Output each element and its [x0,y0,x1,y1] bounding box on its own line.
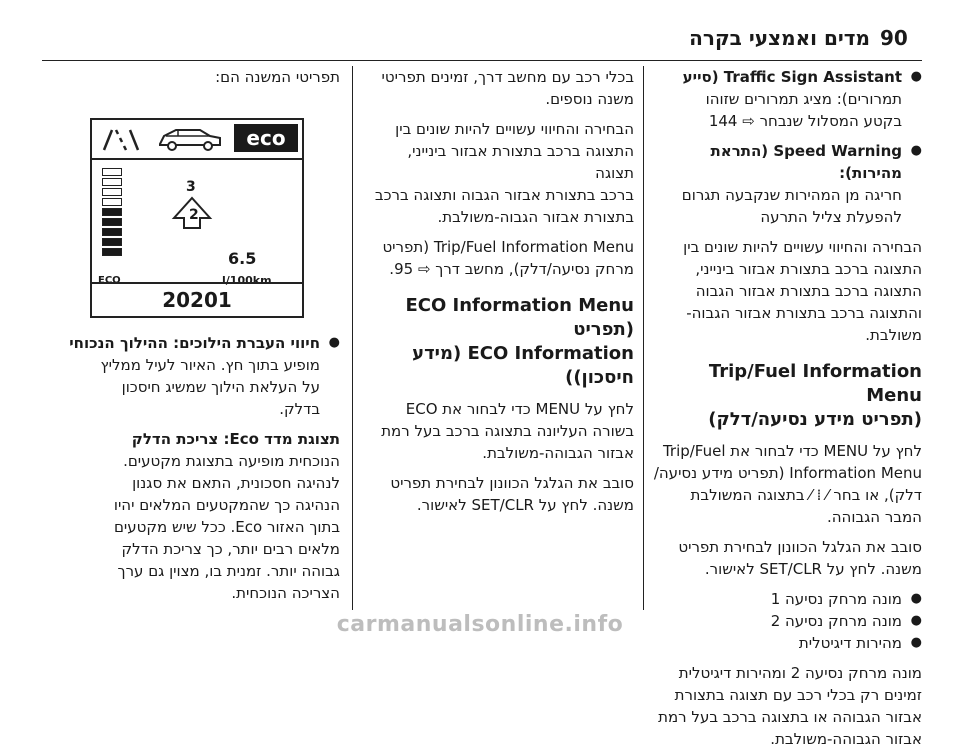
text-line: לנהיגה חסכונית, התאם את סגנון [132,474,340,492]
section-heading-trip-fuel: Trip/Fuel Information Menu [708,361,922,406]
text-line: ● חיווי העברת הילוכים: ההילוך הנכוחי [69,334,320,352]
text-line: תפריטי המשנה הם: [215,68,340,86]
text-line: מונה מרחק נסיעה 2 ומהירות דיגיטלית [678,664,922,682]
text-line: מלאים רבים יותר, כך צריכת הדלק [121,540,340,558]
gauge-segment [102,168,122,176]
odometer: 20201 [92,282,302,316]
text-line: בשורה העליונה בתצוגה ברכב בעל רמת [381,422,634,440]
text-line: הנהיגה כך שהמקטעים המלאים יהיו [113,496,340,514]
gauge-segment [102,198,122,206]
target-gear: 3 [186,179,196,195]
text-line: והתצוגה ברכב בתצורת אבזור הגבוה- [686,304,922,322]
gauge-segment-filled [102,208,122,216]
running-title: מדים ואמצעי בקרה [689,26,870,50]
current-gear: 2 [189,207,199,223]
text-line: בתצורת אבזור הגבוה-משולבת. [437,208,634,226]
text-line: התצוגה ברכב בתצורת אבזור בינייני, [695,260,922,278]
text-line: זמינים רק בכלי רכב עם תצוגה בתצורת [674,686,922,704]
eco-gauge-label: ECO [98,275,121,286]
column-right [650,66,922,750]
text-line: התצוגה ברכב בתצורת אבזור בינייני, תצוגה [407,142,634,182]
section-heading-trip-fuel-sub: (תפריט מידע נסיעה/דלק) [708,409,922,430]
page-header [0,0,960,58]
text-line: Information Menu (תפריט מידע נסיעה/ [653,464,922,482]
text-line: בקטע המסלול שנבחר ⇨ 144 [708,112,902,130]
text-line: משולבת. [865,326,922,344]
gauge-segment-filled [102,218,122,226]
text-line: בכלי רכב עם מחשב דרך, זמינים תפריטי [381,68,634,86]
text-line: ברכב בתצורת אבזור הגבוה ותצוגה ברכב [374,186,634,204]
text-line: בתוך האזור Eco. ככל שיש מקטעים [113,518,340,536]
bullet-gear-shift-indicator [42,332,340,420]
column-middle [372,66,634,516]
section-heading-eco-sub: ECO Information (מידע חיסכון)) [412,343,634,388]
text-line: גבוהה יותר. זמנית בו, מצוין גם ערך [117,562,340,580]
text-line: אבזור הגבוהה-משולבת. [482,444,634,462]
gauge-segment-filled [102,228,122,236]
text-line: המבר הגבוהה. [826,508,922,526]
display-top-row [92,120,302,160]
watermark: carmanualsonline.info [336,612,624,637]
header-rule [42,60,922,61]
text-line: אבזור הגבוהה או בתצוגה ברכב בעל רמת [658,708,922,726]
text-line: תמרורים): מציג תמרורים שזוהו [705,90,902,108]
eco-display-illustration [90,118,304,318]
bullet-traffic-sign [650,66,922,132]
column-left [42,66,340,604]
car-icon [156,126,224,152]
text-line: הנוכחית מופיעה בתצוגת מקטעים. [123,452,340,470]
text-line: לחץ על MENU כדי לבחור את Trip/Fuel [662,442,922,460]
fuel-consumption-unit: l/100km [222,274,272,287]
term-speed-warning: ● Speed Warning (התראת מהירות): [710,142,902,182]
page-number: 90 [880,26,908,50]
column-divider [352,66,353,610]
gauge-segment-filled [102,248,122,256]
text-line: להפעלת צליל התרעה [760,208,902,226]
eco-badge: eco [234,124,298,152]
text-line: לחץ על MENU כדי לבחור את ECO [405,400,634,418]
text-line: דלק), או בחר ⁄ ⁞ ⁄ בתצוגה המשולבת [690,486,922,504]
eco-gauge-bars [100,168,122,258]
text-line: משנה נוספים. [545,90,634,108]
bullet-speed-warning [650,140,922,228]
text-line: חריגה מן המהירות שנקבעה תגרום [681,186,902,204]
text-line: התצוגה ברכב בתצורת אבזור הגבוה [695,282,922,300]
text-line: על העלאת הילוך שמשיג חיסכון [121,378,320,396]
text-line: מופיע בתוך חץ. האיור לעיל ממליץ [100,356,320,374]
text-line: תצוגת מדד Eco: צריכת הדלק [131,430,340,448]
text-line: משנה. לחץ על SET/CLR לאישור. [416,496,634,514]
term-traffic-sign: ● Traffic Sign Assistant (סייע [682,68,902,86]
text-line: הצריכה הנוכחית. [231,584,340,602]
fuel-consumption-value: 6.5 [228,249,257,268]
text-line: הבחירה והחיווי עשויים להיות שונים בין [395,120,634,138]
section-heading-eco: ECO Information Menu (תפריט [405,295,634,340]
gauge-segment [102,178,122,186]
text-line: Trip/Fuel Information Menu (תפריט [382,238,634,256]
gauge-segment-filled [102,238,122,246]
list-item: ● מונה מרחק נסיעה 1 [650,588,922,610]
gauge-segment [102,188,122,196]
text-line: משנה. לחץ על SET/CLR לאישור. [704,560,922,578]
lane-assist-icon [100,128,144,152]
text-line: סובב את הגלגל הכוונון לבחירת תפריט [678,538,922,556]
list-item: ● מהירות דיגיטלית [650,632,922,654]
text-line: מרחק נסיעה/דלק), מחשב דרך ⇨ 95. [389,260,634,278]
text-line: סובב את הגלגל הכוונון לבחירת תפריט [390,474,634,492]
text-line: אבזור הגבוהה-משולבת. [770,730,922,748]
list-item: ● מונה מרחק נסיעה 2 [650,610,922,632]
text-line: בדלק. [279,400,320,418]
column-divider [643,66,644,610]
text-line: הבחירה והחיווי עשויים להיות שונים בין [683,238,922,256]
